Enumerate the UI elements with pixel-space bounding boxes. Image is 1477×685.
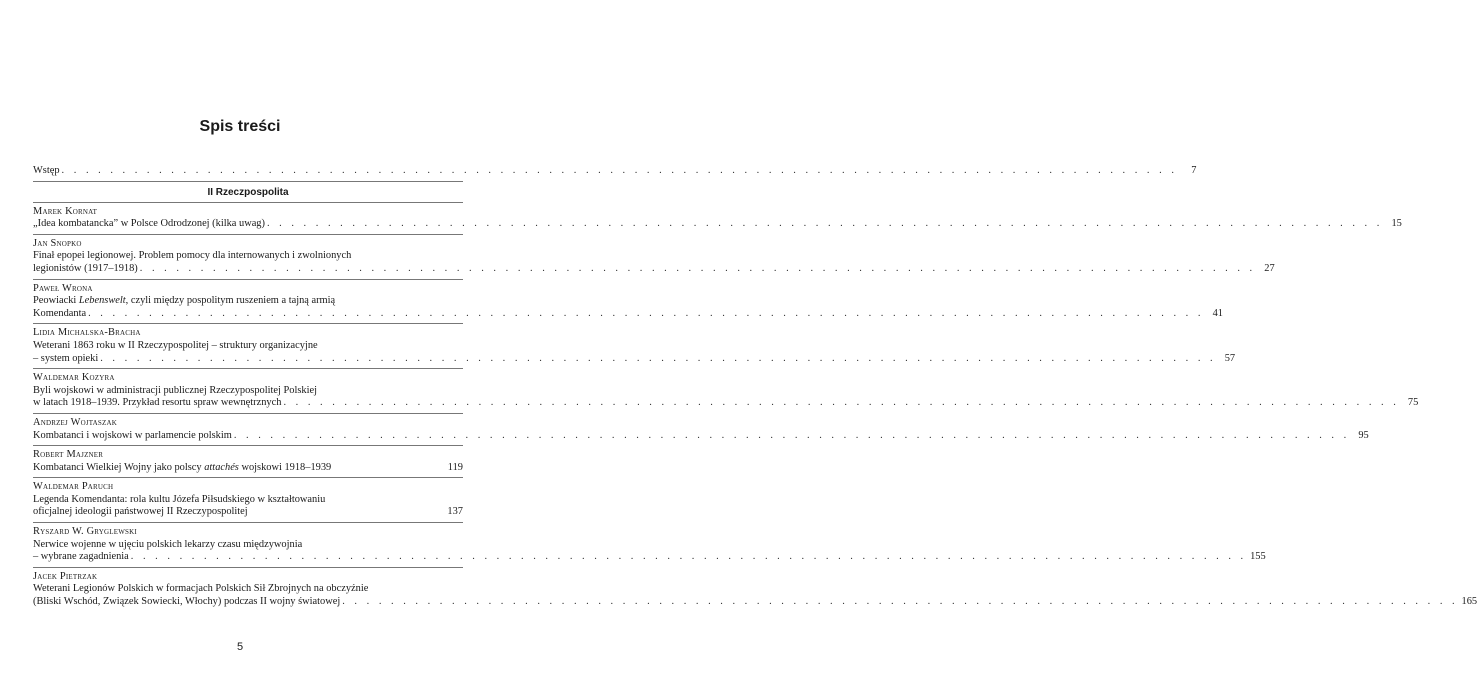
toc-entry-title: Weterani 1863 roku w II Rzeczypospolitej – struktury organizacyjne [33, 339, 318, 351]
toc-entry-title: Legenda Komendanta: rola kultu Józefa Piłsudskiego w kształtowaniu [33, 493, 326, 505]
page-title: Spis treści [199, 118, 281, 135]
divider [33, 567, 463, 568]
title-text: wojskowi 1918–1939 [238, 461, 332, 473]
dot-leader [283, 397, 1399, 410]
toc-author: Ryszard W. Gryglewski [33, 526, 137, 538]
toc-author: Lidia Michalska-Bracha [33, 327, 141, 339]
divider [33, 234, 463, 235]
section-heading: II Rzeczpospolita [207, 186, 289, 198]
dot-leader [234, 430, 1350, 443]
dot-leader [267, 218, 1383, 231]
dot-leader [100, 353, 1216, 366]
toc-entry-title: w latach 1918–1939. Przykład resortu spraw wewnętrznych [33, 397, 282, 409]
toc-entry[interactable] [33, 282, 1223, 321]
table-of-contents [33, 165, 1477, 609]
toc-entry[interactable] [33, 372, 1419, 410]
divider [33, 413, 463, 414]
toc-page-number: 119 [447, 461, 463, 473]
toc-entry-title: Kombatanci i wojskowi w parlamencie polskim [33, 429, 232, 441]
toc-entry[interactable] [33, 526, 1266, 564]
divider [33, 323, 463, 324]
toc-entry-title: – system opieki [33, 352, 99, 364]
toc-author: Robert Majzner [33, 449, 104, 461]
dot-leader [342, 596, 1458, 609]
toc-entry-title: Nerwice wojenne w ujęciu polskich lekarzy czasu międzywojnia [33, 538, 303, 550]
title-italic-text: attachés [204, 461, 239, 473]
toc-entry[interactable] [33, 237, 1275, 276]
toc-entry-title: legionistów (1917–1918) [33, 262, 138, 274]
divider [33, 522, 463, 523]
toc-author: Paweł Wrona [33, 282, 93, 294]
toc-entry[interactable] [33, 205, 1402, 231]
toc-entry-title: oficjalnej ideologii państwowej II Rzeczypospolitej [33, 506, 248, 518]
toc-page-number: 75 [1407, 397, 1419, 409]
toc-author: Andrzej Wojtaszak [33, 416, 118, 428]
divider [33, 279, 463, 280]
toc-page-number: 57 [1224, 352, 1236, 364]
toc-entry-title: Finał epopei legionowej. Problem pomocy dla internowanych i zwolnionych [33, 250, 352, 262]
toc-entry[interactable] [33, 481, 463, 519]
toc-entry-title: – wybrane zagadnienia [33, 551, 129, 563]
toc-author: Jan Snopko [33, 237, 82, 249]
title-text: , czyli między pospolitym ruszeniem a tajną armią [125, 295, 336, 307]
toc-entry[interactable] [33, 327, 1236, 365]
page-number: 5 [236, 641, 244, 653]
toc-page-number: 95 [1358, 429, 1369, 441]
toc-entry-intro[interactable] [33, 165, 1197, 178]
toc-entry-title: Komendanta [33, 307, 87, 319]
toc-entry[interactable] [33, 449, 463, 474]
toc-author: Jacek Pietrzak [33, 570, 98, 582]
title-italic-text: Lebenswelt [78, 295, 126, 307]
dot-leader [88, 308, 1204, 321]
toc-entry[interactable] [33, 570, 1477, 609]
toc-entry-title: „Idea kombatancka” w Polsce Odrodzonej (kilka uwag) [33, 218, 265, 230]
divider [33, 202, 463, 203]
toc-page-number: 165 [1461, 596, 1477, 608]
dot-leader [62, 165, 1178, 178]
toc-page-number: 137 [447, 506, 463, 518]
toc-page-number: 155 [1250, 551, 1266, 563]
toc-entry-title-line [33, 295, 463, 308]
divider [33, 445, 463, 446]
toc-page-number: 41 [1212, 307, 1223, 319]
toc-page-number: 27 [1264, 262, 1275, 274]
toc-author: Waldemar Paruch [33, 481, 114, 493]
dot-leader [131, 551, 1247, 564]
divider [33, 181, 463, 182]
title-text: Peowiacki [33, 295, 79, 307]
toc-entry-title: Wstęp [33, 165, 60, 176]
toc-author: Marek Kornat [33, 205, 98, 217]
toc-author: Waldemar Kozyra [33, 372, 115, 384]
toc-entry-title: Byli wojskowi w administracji publicznej Rzeczypospolitej Polskiej [33, 384, 317, 396]
toc-page-number: 15 [1391, 218, 1402, 230]
title-text: Kombatanci Wielkiej Wojny jako polscy [33, 461, 205, 473]
toc-entry-title: Weterani Legionów Polskich w formacjach Polskich Sił Zbrojnych na obczyźnie [33, 583, 369, 595]
toc-entry-title-line [33, 462, 331, 475]
divider [33, 477, 463, 478]
toc-entry-title: (Bliski Wschód, Związek Sowiecki, Włochy) podczas II wojny światowej [33, 596, 341, 608]
toc-entry[interactable] [33, 416, 1369, 442]
dot-leader [140, 263, 1256, 276]
toc-page-number: 7 [1191, 165, 1197, 176]
divider [33, 368, 463, 369]
